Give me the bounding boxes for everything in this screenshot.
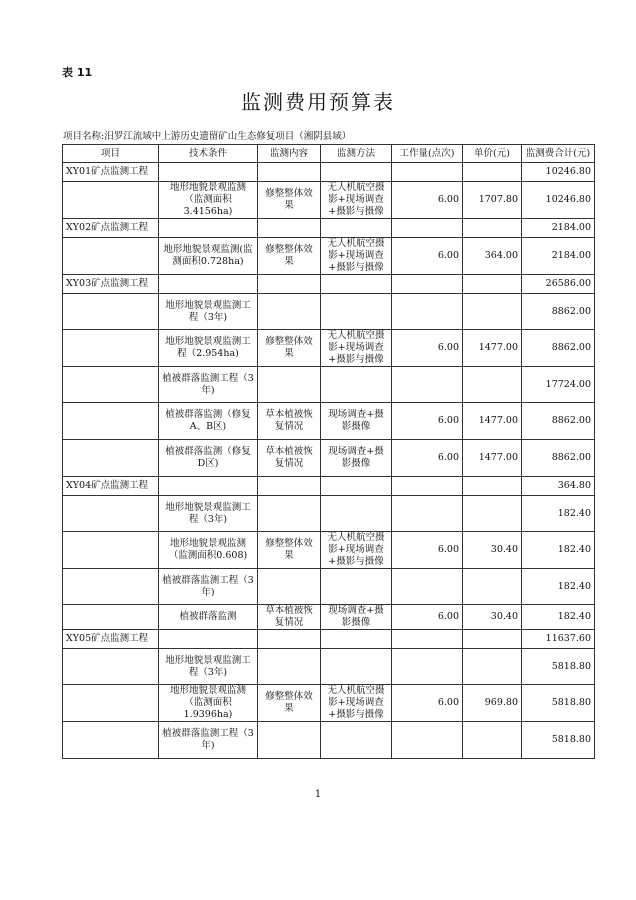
table-cell: 地形地貌景观监测（监测面积1.9396ha) [159,685,258,722]
table-cell: 8862.00 [522,440,595,477]
table-cell: 草本植被恢复情况 [258,403,321,440]
table-cell [258,163,321,182]
table-cell: 现场调查+摄影摄像 [321,440,392,477]
table-cell: 地形地貌景观监测（监测面积3.4156ha) [159,182,258,219]
table-cell: 植被群落监测工程（3年) [159,722,258,759]
table-cell: 6.00 [392,605,463,630]
table-cell: 植被群落监测（修复D区) [159,440,258,477]
table-cell [392,367,463,403]
table-cell: 10246.80 [522,182,595,219]
table-cell: 植被群落监测 [159,605,258,630]
table-cell: 无人机航空摄影+现场调查+摄影与摄像 [321,685,392,722]
table-cell [392,219,463,238]
table-cell [258,275,321,294]
table-cell: 6.00 [392,403,463,440]
table-row [63,569,595,605]
table-cell: 10246.80 [522,163,595,182]
table-cell [463,649,522,685]
table-cell [321,630,392,649]
table-cell [258,649,321,685]
table-cell [392,275,463,294]
table-cell: 修整整体效果 [258,330,321,367]
table-cell [63,496,159,532]
table-cell [321,367,392,403]
table-row [63,532,595,569]
table-cell: 无人机航空摄影+现场调查+摄影与摄像 [321,238,392,275]
table-cell: 草本植被恢复情况 [258,440,321,477]
table-cell: 地形地貌景观监测工程（2.954ha) [159,330,258,367]
table-row [63,403,595,440]
table-body [63,163,595,759]
table-cell: 1477.00 [463,330,522,367]
table-cell [159,275,258,294]
group-row [63,477,595,496]
table-cell: 30.40 [463,532,522,569]
table-cell [258,569,321,605]
table-cell [63,532,159,569]
table-row [63,294,595,330]
table-cell: 草本植被恢复情况 [258,605,321,630]
table-cell: 修整整体效果 [258,182,321,219]
table-cell [63,722,159,759]
table-cell: 地形地貌景观监测(监测面积0.728ha) [159,238,258,275]
table-cell [463,496,522,532]
table-cell [321,275,392,294]
table-cell [392,496,463,532]
table-cell [321,294,392,330]
table-cell [321,496,392,532]
table-cell: 1477.00 [463,403,522,440]
table-cell: XY04矿点监测工程 [63,477,159,496]
table-cell [258,294,321,330]
page-number: 1 [314,789,322,800]
table-cell: XY02矿点监测工程 [63,219,159,238]
table-cell: 5818.80 [522,685,595,722]
table-cell [63,649,159,685]
header-cell: 项目 [63,145,159,163]
table-cell [321,477,392,496]
table-cell: XY03矿点监测工程 [63,275,159,294]
header-cell: 工作量(点次) [392,145,463,163]
page-title: 监测费用预算表 [241,90,395,114]
table-cell: 26586.00 [522,275,595,294]
table-cell: 182.40 [522,532,595,569]
table-cell [321,649,392,685]
table-cell: 6.00 [392,532,463,569]
table-cell: 无人机航空摄影+现场调查+摄影与摄像 [321,330,392,367]
table-cell: 地形地貌景观监测（监测面积0.608) [159,532,258,569]
table-cell [392,630,463,649]
table-cell [463,275,522,294]
table-cell [321,219,392,238]
table-cell [463,630,522,649]
table-cell: 地形地貌景观监测工程（3年) [159,649,258,685]
group-row [63,630,595,649]
table-cell: 17724.00 [522,367,595,403]
table-cell: 修整整体效果 [258,238,321,275]
table-row [63,605,595,630]
table-cell [63,685,159,722]
table-cell: 6.00 [392,685,463,722]
table-cell [463,722,522,759]
table-cell [63,605,159,630]
table-cell: 修整整体效果 [258,685,321,722]
table-cell [63,330,159,367]
table-row [63,440,595,477]
table-cell: 地形地貌景观监测工程（3年) [159,496,258,532]
header-cell: 单价(元) [463,145,522,163]
table-cell: 6.00 [392,330,463,367]
table-cell [321,569,392,605]
table-cell: 8862.00 [522,330,595,367]
group-row [63,275,595,294]
header-cell: 监测方法 [321,145,392,163]
table-cell [63,294,159,330]
table-row [63,722,595,759]
table-cell [63,182,159,219]
table-cell [159,477,258,496]
table-cell: 182.40 [522,605,595,630]
table-cell: 6.00 [392,440,463,477]
table-cell [258,630,321,649]
table-cell: 182.40 [522,569,595,605]
table-cell: 30.40 [463,605,522,630]
table-cell [392,294,463,330]
table-cell [392,569,463,605]
table-cell [159,163,258,182]
table-cell [463,163,522,182]
table-cell: 969.80 [463,685,522,722]
table-cell: 364.80 [522,477,595,496]
table-cell: 182.40 [522,496,595,532]
table-row [63,367,595,403]
budget-table [62,144,595,759]
table-cell [463,367,522,403]
table-cell: 6.00 [392,238,463,275]
table-cell [258,219,321,238]
table-cell: 8862.00 [522,403,595,440]
table-cell: 2184.00 [522,238,595,275]
table-cell: 植被群落监测工程（3年) [159,569,258,605]
table-cell: 5818.80 [522,649,595,685]
table-cell [392,477,463,496]
table-cell: 无人机航空摄影+现场调查+摄影与摄像 [321,182,392,219]
table-cell: XY01矿点监测工程 [63,163,159,182]
project-name: 项目名称:汨罗江流域中上游历史遗留矿山生态修复项目（湘阴县域） [63,131,352,142]
table-cell [392,163,463,182]
table-row [63,238,595,275]
table-cell [258,496,321,532]
table-cell [321,722,392,759]
table-cell: 6.00 [392,182,463,219]
table-cell [159,630,258,649]
table-cell [159,219,258,238]
table-cell [392,649,463,685]
table-cell [63,440,159,477]
table-cell: 2184.00 [522,219,595,238]
table-cell: 修整整体效果 [258,532,321,569]
table-cell [63,238,159,275]
group-row [63,163,595,182]
table-header-row [63,145,595,163]
table-cell: 11637.60 [522,630,595,649]
table-cell: 364.00 [463,238,522,275]
table-cell: 5818.80 [522,722,595,759]
table-cell [258,722,321,759]
table-cell: 现场调查+摄影摄像 [321,605,392,630]
table-cell: 地形地貌景观监测工程（3年) [159,294,258,330]
table-row [63,496,595,532]
header-cell: 技术条件 [159,145,258,163]
header-cell: 监测内容 [258,145,321,163]
table-cell: 1707.80 [463,182,522,219]
table-row [63,649,595,685]
table-cell [258,367,321,403]
table-cell: 现场调查+摄影摄像 [321,403,392,440]
table-cell [258,477,321,496]
group-row [63,219,595,238]
table-cell: 无人机航空摄影+现场调查+摄影与摄像 [321,532,392,569]
table-cell [63,403,159,440]
table-cell: 8862.00 [522,294,595,330]
table-cell: XY05矿点监测工程 [63,630,159,649]
header-cell: 监测费合计(元) [522,145,595,163]
table-cell: 植被群落监测（修复A、B区) [159,403,258,440]
table-cell: 植被群落监测工程（3年) [159,367,258,403]
table-cell: 1477.00 [463,440,522,477]
table-cell [463,477,522,496]
table-number-label: 表 11 [62,66,93,79]
table-row [63,685,595,722]
table-row [63,182,595,219]
table-cell [463,569,522,605]
table-cell [392,722,463,759]
table-cell [463,219,522,238]
table-cell [463,294,522,330]
table-cell [321,163,392,182]
table-row [63,330,595,367]
table-cell [63,569,159,605]
table-cell [63,367,159,403]
